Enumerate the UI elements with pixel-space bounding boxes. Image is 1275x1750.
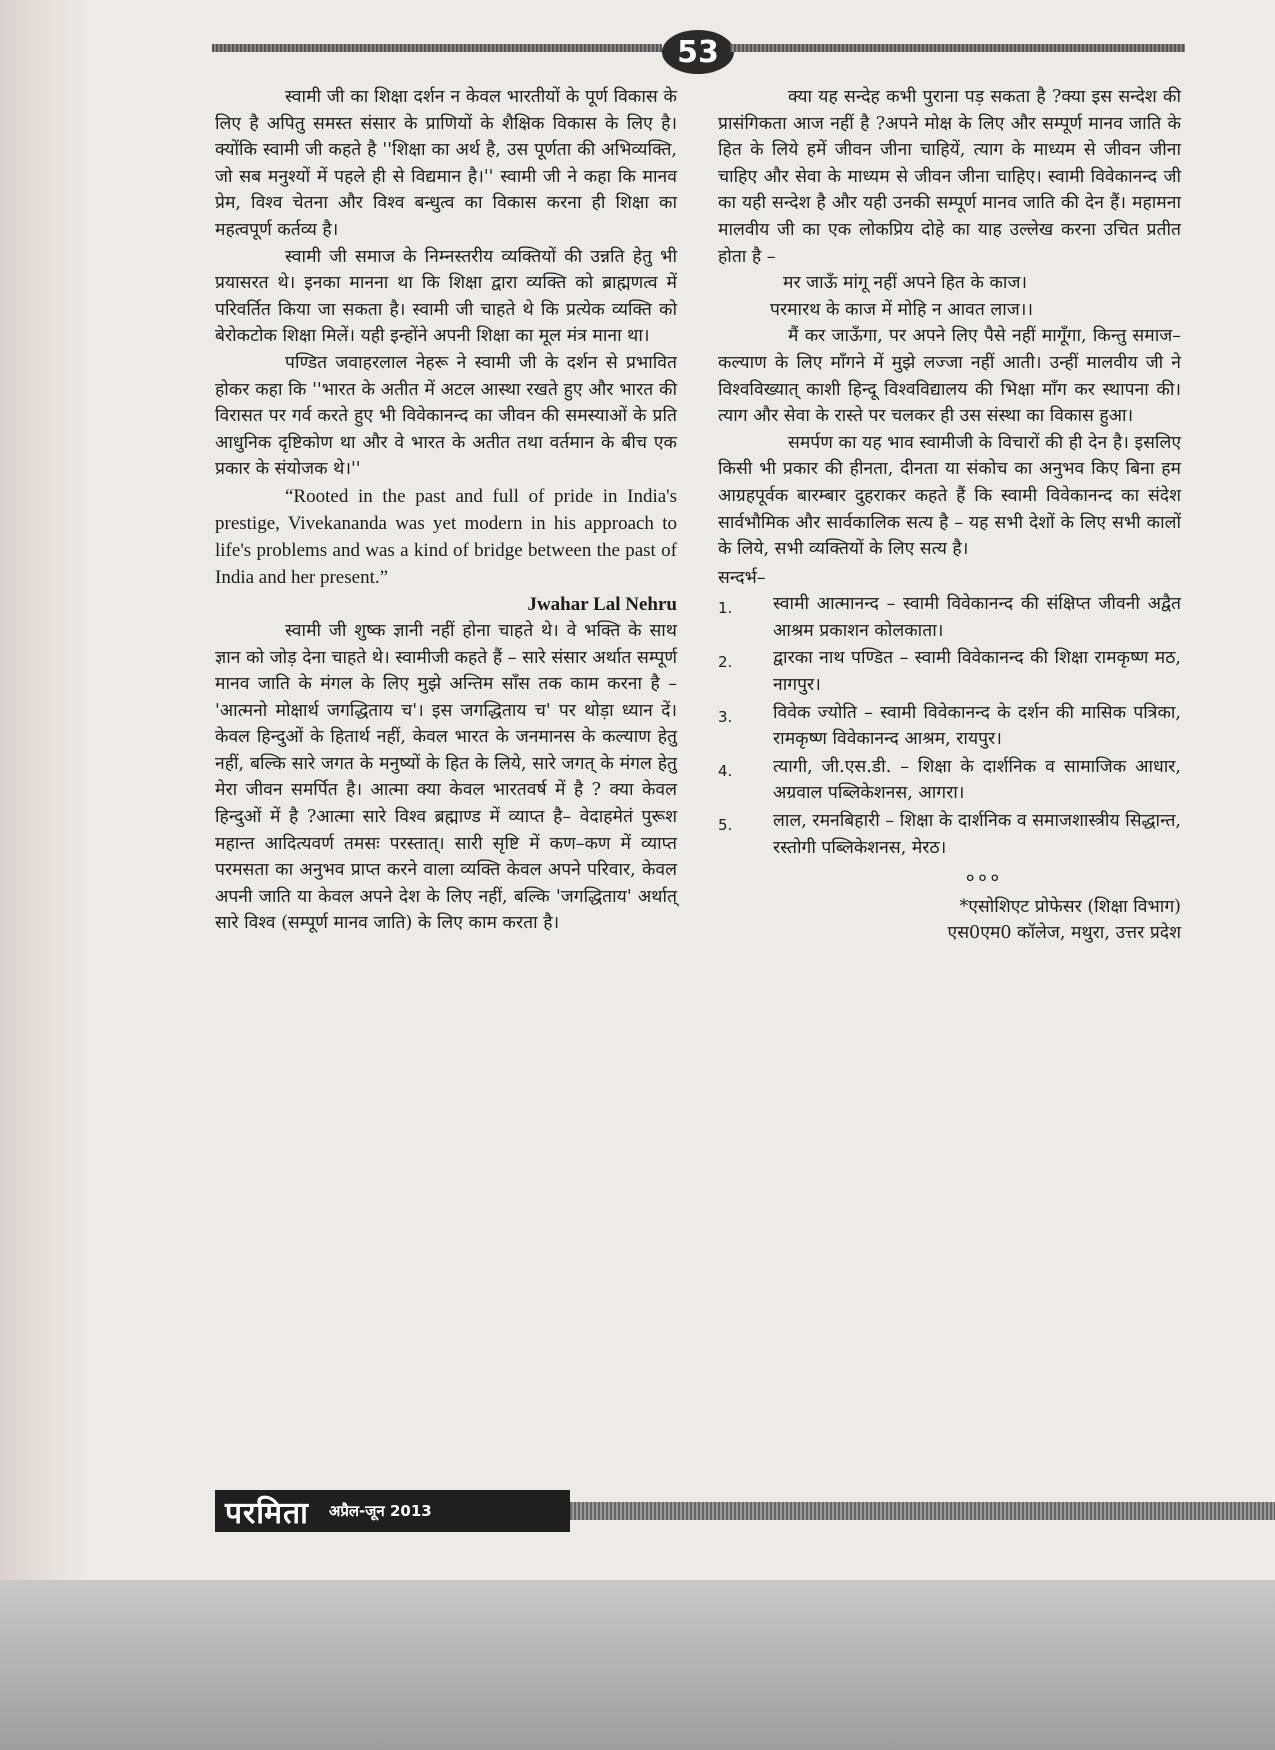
reference-item — [718, 645, 1181, 698]
author-affiliation — [718, 894, 1181, 947]
affiliation-line: *एसोशिएट प्रोफेसर (शिक्षा विभाग) — [959, 896, 1181, 917]
reference-item — [718, 700, 1181, 753]
paragraph: स्वामी जी शुष्क ज्ञानी नहीं होना चाहते थे। वे भक्ति के साथ ज्ञान को जोड़ देना चाहते थे। स्वामीजी कहते हैं – सारे संसार अर्थात सम्पूर्ण मानव जाति के मंगल के लिए मुझे अन्तिम साँस तक काम करना है – 'आत्मनो मोक्षार्थ जगद्धिताय च'। इस जगद्धिताय च' पर थोड़ा ध्यान दें। केवल हिन्दुओं के हितार्थ नहीं, केवल भारत के जनमानस के कल्याण हेतु नहीं, बल्कि सारे जगत के मनुष्यों के हित के लिये, सारे जगत् के मंगल हेतु मेरा जीवन समर्पित है। आत्मा क्या केवल भारतवर्ष में है ? क्या केवल हिन्दुओं में है ?आत्मा सारे विश्व ब्रह्माण्ड में व्याप्त है– वेदाहमेतं पुरूश महान्त आदित्यवर्ण तमसः परस्तात्। सारी सृष्टि में कण–कण में व्याप्त परमसता का अनुभव प्राप्त करने वाला व्यक्ति केवल अपने परिवार, केवल अपनी जाति या केवल अपने देश के लिए नहीं, बल्कि 'जगद्धिताय' अर्थात् सारे विश्व (सम्पूर्ण मानव जाति) के लिए काम करता है। — [215, 620, 677, 934]
reference-text: द्वारका नाथ पण्डित – स्वामी विवेकानन्द की शिक्षा रामकृष्ण मठ, नागपुर। — [773, 648, 1181, 696]
reference-text: स्वामी आत्मानन्द – स्वामी विवेकानन्द की संक्षिप्त जीवनी अद्वैत आश्रम प्रकाशन कोलकाता। — [773, 594, 1181, 641]
header-rule-right — [730, 44, 1185, 52]
right-column — [718, 84, 1181, 947]
reference-item — [718, 754, 1181, 807]
header-rule-left — [212, 44, 662, 52]
footer-bar — [215, 1490, 570, 1532]
page-bottom-edge — [0, 1580, 1275, 1750]
page-number-badge: 53 — [662, 30, 734, 74]
reference-text: विवेक ज्योति – स्वामी विवेकानन्द के दर्शन की मासिक पत्रिका, रामकृष्ण विवेकानन्द आश्रम, रायपुर। — [773, 702, 1181, 750]
references-heading: सन्दर्भ– — [718, 567, 766, 588]
english-quote: “Rooted in the past and full of pride in India's prestige, Vivekananda was yet modern in his approach to life's problems and was a kind of bridge between the past of India and her present.” — [215, 485, 677, 588]
paragraph: पण्डित जवाहरलाल नेहरू ने स्वामी जी के दर्शन से प्रभावित होकर कहा कि ''भारत के अतीत में अटल आस्था रखते हुए और भारत की विरासत पर गर्व करते हुए भी विवेकानन्द का जीवन की समस्याओं के प्रति आधुनिक दृष्टिकोण था और वे भारत के अतीत तथा वर्तमान के बीच एक प्रकार के संयोजक थे।'' — [215, 352, 677, 480]
reference-number: 4. — [718, 761, 733, 780]
reference-text: त्यागी, जी.एस.डी. – शिक्षा के दार्शनिक व सामाजिक आधार, अग्रवाल पब्लिकेशनस, आगरा। — [773, 756, 1181, 804]
paragraph: स्वामी जी समाज के निम्नस्तरीय व्यक्तियों की उन्नति हेतु भी प्रयासरत थे। इनका मानना था कि शिक्षा द्वारा व्यक्ति को ब्राह्मणत्व में परिवर्तित किया जा सकता है। स्वामी जी चाहते थे कि प्रत्येक व्यक्ति को बेरोकटोक शिक्षा मिलें। यही इन्होंने अपनी शिक्षा का मूल मंत्र माना था। — [215, 246, 677, 347]
footer-rule — [570, 1502, 1275, 1520]
issue-date: अप्रैल-जून 2013 — [328, 1502, 432, 1520]
references-list — [718, 591, 1181, 861]
paragraph: समर्पण का यह भाव स्वामीजी के विचारों की ही देन है। इसलिए किसी भी प्रकार की हीनता, दीनता या संकोच का अनुभव किए बिना हम आग्रहपूर्वक बारम्बार दुहराकर कहते हैं कि स्वामी विवेकानन्द का संदेश सार्वभौमिक और सार्वकालिक सत्य है – यह सभी देशों के लिए सभी कालों के लिये, सभी व्यक्तियों के लिए सत्य है। — [718, 432, 1181, 560]
reference-item — [718, 808, 1181, 861]
reference-number: 2. — [718, 653, 733, 672]
paragraph: क्या यह सन्देह कभी पुराना पड़ सकता है ?क्या इस सन्देश की प्रासंगिकता आज नहीं है ?अपने मोक्ष के लिए और सम्पूर्ण मानव जाति के हित के लिये हमें जीवन जीना चाहियें, त्याग के माध्यम से जीवन जीना चाहिए और सेवा के माध्यम से जीवन जीना चाहिए। स्वामी विवेकानन्द जी का यही सन्देश है और यही उनकी सम्पूर्ण मानव जाति की देन हैं। महामना मालवीय जी का एक लोकप्रिय दोहे का याह उल्लेख करना उचित प्रतीत होता है – — [718, 87, 1181, 267]
reference-item — [718, 591, 1181, 644]
reference-number: 1. — [718, 599, 733, 618]
reference-number: 5. — [718, 816, 733, 835]
left-column — [215, 84, 677, 937]
paragraph: स्वामी जी का शिक्षा दर्शन न केवल भारतीयों के पूर्ण विकास के लिए है अपितु समस्त संसार के प्राणियों के शैक्षिक विकास के लिए है। क्योंकि स्वामी जी कहते है ''शिक्षा का अर्थ है, उस पूर्णता की अभिव्यक्ति, जो सब मनुश्यों में पहले ही से विद्यमान है।'' स्वामी जी ने कहा कि मानव प्रेम, विश्व चेतना और विश्व बन्धुत्व का विकास करना ही शिक्षा का महत्वपूर्ण कर्तव्य है। — [215, 87, 677, 240]
section-separator: ००० — [966, 868, 1003, 888]
paragraph: मैं कर जाऊँगा, पर अपने लिए पैसे नहीं मागूँगा, किन्तु समाज–कल्याण के लिए माँगने में मुझे लज्जा नहीं आती। उन्हीं मालवीय जी ने विश्वविख्यात् काशी हिन्दू विश्वविद्यालय की भिक्षा माँग कर स्थापना की। त्याग और सेवा के रास्ते पर चलकर ही उस संस्था का विकास हुआ। — [718, 326, 1181, 427]
magazine-logo: परमिता — [225, 1495, 309, 1531]
couplet-line: मर जाऊँ मांगू नहीं अपने हित के काज। — [783, 273, 1028, 294]
page-gutter-shadow — [0, 0, 90, 1750]
affiliation-line: एस0एम0 कॉलेज, मथुरा, उत्तर प्रदेश — [947, 923, 1181, 944]
reference-text: लाल, रमनबिहारी – शिक्षा के दार्शनिक व समाजशास्त्रीय सिद्धान्त, रस्तोगी पब्लिकेशनस, मेरठ। — [773, 811, 1181, 858]
couplet-line: परमारथ के काज में मोहि न आवत लाज।। — [770, 299, 1034, 320]
quote-author: Jwahar Lal Nehru — [527, 593, 677, 615]
couplet — [718, 270, 1181, 323]
reference-number: 3. — [718, 707, 733, 726]
